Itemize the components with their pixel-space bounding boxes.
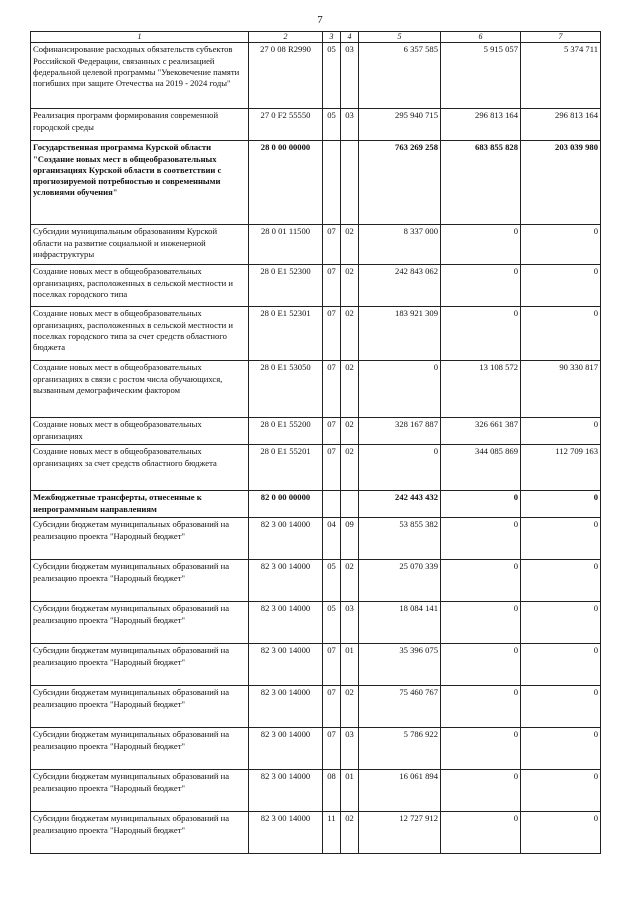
row-value-7: 5 374 711	[521, 43, 601, 109]
row-value-6: 0	[441, 491, 521, 518]
table-row	[31, 770, 601, 812]
row-value-7: 0	[521, 418, 601, 445]
row-value-7: 0	[521, 812, 601, 854]
row-value-6: 0	[441, 644, 521, 686]
page-number: 7	[317, 14, 323, 26]
row-value-6: 0	[441, 225, 521, 265]
column-header: 1	[31, 32, 249, 43]
table-row	[31, 418, 601, 445]
row-subsection: 03	[341, 43, 359, 109]
row-section: 07	[323, 265, 341, 307]
column-header: 3	[323, 32, 341, 43]
row-value-5: 0	[359, 361, 441, 418]
row-name: Субсидии муниципальным образованиям Курской области на развитие социальной и инженерной инфраструктуры	[31, 225, 249, 265]
table-row	[31, 141, 601, 225]
table-row	[31, 307, 601, 361]
row-value-5: 75 460 767	[359, 686, 441, 728]
row-section: 08	[323, 770, 341, 812]
column-header: 6	[441, 32, 521, 43]
table-row	[31, 728, 601, 770]
row-section: 07	[323, 418, 341, 445]
row-value-5: 5 786 922	[359, 728, 441, 770]
row-subsection: 03	[341, 728, 359, 770]
row-section: 07	[323, 686, 341, 728]
row-value-5: 35 396 075	[359, 644, 441, 686]
row-value-7: 203 039 980	[521, 141, 601, 225]
row-value-6: 326 661 387	[441, 418, 521, 445]
row-subsection: 02	[341, 560, 359, 602]
row-name: Субсидии бюджетам муниципальных образований на реализацию проекта "Народный бюджет"	[31, 728, 249, 770]
row-subsection: 02	[341, 812, 359, 854]
row-value-6: 0	[441, 728, 521, 770]
row-subsection: 02	[341, 418, 359, 445]
row-value-7: 0	[521, 770, 601, 812]
row-code: 28 0 E1 53050	[249, 361, 323, 418]
row-name: Создание новых мест в общеобразовательных организациях за счет средств областного бюджета	[31, 445, 249, 491]
row-code: 27 0 08 R2990	[249, 43, 323, 109]
row-section: 05	[323, 602, 341, 644]
row-value-6: 13 108 572	[441, 361, 521, 418]
row-subsection	[341, 141, 359, 225]
row-name: Субсидии бюджетам муниципальных образований на реализацию проекта "Народный бюджет"	[31, 770, 249, 812]
row-name: Субсидии бюджетам муниципальных образований на реализацию проекта "Народный бюджет"	[31, 560, 249, 602]
row-value-6: 0	[441, 602, 521, 644]
row-section: 05	[323, 43, 341, 109]
row-code: 27 0 F2 55550	[249, 109, 323, 141]
row-section: 05	[323, 560, 341, 602]
row-subsection: 02	[341, 445, 359, 491]
table-row	[31, 225, 601, 265]
row-name: Государственная программа Курской области "Создание новых мест в общеобразовательных организациях Курской области в соответствии с прогнозируемой потребностью и современными условиями обучения"	[31, 141, 249, 225]
row-value-7: 0	[521, 491, 601, 518]
row-code: 82 3 00 14000	[249, 560, 323, 602]
row-value-5: 12 727 912	[359, 812, 441, 854]
row-value-7: 0	[521, 644, 601, 686]
row-code: 28 0 01 11500	[249, 225, 323, 265]
row-section: 04	[323, 518, 341, 560]
row-subsection: 02	[341, 307, 359, 361]
row-name: Реализация программ формирования современной городской среды	[31, 109, 249, 141]
row-code: 28 0 E1 55200	[249, 418, 323, 445]
row-value-6: 0	[441, 560, 521, 602]
row-code: 28 0 E1 52301	[249, 307, 323, 361]
row-value-6: 344 085 869	[441, 445, 521, 491]
table-row	[31, 43, 601, 109]
header-row	[31, 32, 601, 43]
row-section: 07	[323, 307, 341, 361]
row-name: Межбюджетные трансферты, отнесенные к непрограммным направлениям	[31, 491, 249, 518]
row-subsection: 02	[341, 265, 359, 307]
row-value-6: 0	[441, 686, 521, 728]
row-name: Создание новых мест в общеобразовательных организациях в связи с ростом числа обучающихся, вызванным демографическим фактором	[31, 361, 249, 418]
row-code: 28 0 E1 52300	[249, 265, 323, 307]
column-header: 2	[249, 32, 323, 43]
row-value-5: 763 269 258	[359, 141, 441, 225]
table-row	[31, 109, 601, 141]
table-row	[31, 361, 601, 418]
row-value-7: 90 330 817	[521, 361, 601, 418]
row-section: 07	[323, 644, 341, 686]
table-row	[31, 644, 601, 686]
row-subsection: 02	[341, 361, 359, 418]
row-value-5: 183 921 309	[359, 307, 441, 361]
row-name: Субсидии бюджетам муниципальных образований на реализацию проекта "Народный бюджет"	[31, 686, 249, 728]
row-code: 82 3 00 14000	[249, 728, 323, 770]
row-section: 07	[323, 361, 341, 418]
row-value-5: 25 070 339	[359, 560, 441, 602]
row-code: 82 3 00 14000	[249, 644, 323, 686]
row-section: 05	[323, 109, 341, 141]
row-code: 82 3 00 14000	[249, 812, 323, 854]
row-value-5: 0	[359, 445, 441, 491]
row-value-7: 0	[521, 225, 601, 265]
row-subsection: 02	[341, 686, 359, 728]
budget-table	[30, 31, 601, 854]
row-value-5: 328 167 887	[359, 418, 441, 445]
row-value-6: 5 915 057	[441, 43, 521, 109]
row-subsection	[341, 491, 359, 518]
row-code: 82 3 00 14000	[249, 518, 323, 560]
table-row	[31, 602, 601, 644]
row-value-5: 242 843 062	[359, 265, 441, 307]
row-value-7: 0	[521, 518, 601, 560]
row-code: 82 0 00 00000	[249, 491, 323, 518]
table-row	[31, 445, 601, 491]
row-value-5: 6 357 585	[359, 43, 441, 109]
row-value-7: 0	[521, 307, 601, 361]
table-row	[31, 686, 601, 728]
row-name: Субсидии бюджетам муниципальных образований на реализацию проекта "Народный бюджет"	[31, 812, 249, 854]
row-code: 28 0 00 00000	[249, 141, 323, 225]
row-value-5: 53 855 382	[359, 518, 441, 560]
row-name: Субсидии бюджетам муниципальных образований на реализацию проекта "Народный бюджет"	[31, 518, 249, 560]
row-code: 82 3 00 14000	[249, 686, 323, 728]
row-subsection: 03	[341, 602, 359, 644]
row-section: 11	[323, 812, 341, 854]
row-code: 28 0 E1 55201	[249, 445, 323, 491]
column-header: 4	[341, 32, 359, 43]
table-row	[31, 265, 601, 307]
row-value-7: 0	[521, 560, 601, 602]
row-value-7: 0	[521, 686, 601, 728]
row-value-5: 18 084 141	[359, 602, 441, 644]
row-value-5: 16 061 894	[359, 770, 441, 812]
row-name: Создание новых мест в общеобразовательных организациях, расположенных в сельской местности и поселках городского типа	[31, 265, 249, 307]
row-section: 07	[323, 225, 341, 265]
row-name: Субсидии бюджетам муниципальных образований на реализацию проекта "Народный бюджет"	[31, 644, 249, 686]
row-name: Софинансирование расходных обязательств субъектов Российской Федерации, связанных с реализацией федеральной целевой программы "Увековечение памяти погибших при защите Отечества на 2019 - 2024 годы"	[31, 43, 249, 109]
row-subsection: 01	[341, 644, 359, 686]
row-value-7: 296 813 164	[521, 109, 601, 141]
row-name: Создание новых мест в общеобразовательных организациях, расположенных в сельской местности и поселках городского типа за счет средств областного бюджета	[31, 307, 249, 361]
row-value-7: 0	[521, 265, 601, 307]
row-value-6: 0	[441, 812, 521, 854]
row-value-5: 242 443 432	[359, 491, 441, 518]
row-value-5: 8 337 000	[359, 225, 441, 265]
row-value-6: 296 813 164	[441, 109, 521, 141]
row-subsection: 03	[341, 109, 359, 141]
column-header: 5	[359, 32, 441, 43]
row-value-7: 0	[521, 602, 601, 644]
table-row	[31, 518, 601, 560]
row-value-6: 0	[441, 518, 521, 560]
row-section: 07	[323, 728, 341, 770]
row-section	[323, 141, 341, 225]
row-section	[323, 491, 341, 518]
row-code: 82 3 00 14000	[249, 602, 323, 644]
row-subsection: 02	[341, 225, 359, 265]
row-code: 82 3 00 14000	[249, 770, 323, 812]
column-header: 7	[521, 32, 601, 43]
table-row	[31, 560, 601, 602]
row-value-6: 0	[441, 265, 521, 307]
row-value-6: 0	[441, 770, 521, 812]
row-value-5: 295 940 715	[359, 109, 441, 141]
row-value-6: 0	[441, 307, 521, 361]
row-name: Субсидии бюджетам муниципальных образований на реализацию проекта "Народный бюджет"	[31, 602, 249, 644]
row-name: Создание новых мест в общеобразовательных организациях	[31, 418, 249, 445]
row-value-6: 683 855 828	[441, 141, 521, 225]
row-value-7: 0	[521, 728, 601, 770]
row-subsection: 01	[341, 770, 359, 812]
row-section: 07	[323, 445, 341, 491]
table-body	[31, 43, 601, 854]
row-value-7: 112 709 163	[521, 445, 601, 491]
row-subsection: 09	[341, 518, 359, 560]
table-row	[31, 812, 601, 854]
table-row	[31, 491, 601, 518]
